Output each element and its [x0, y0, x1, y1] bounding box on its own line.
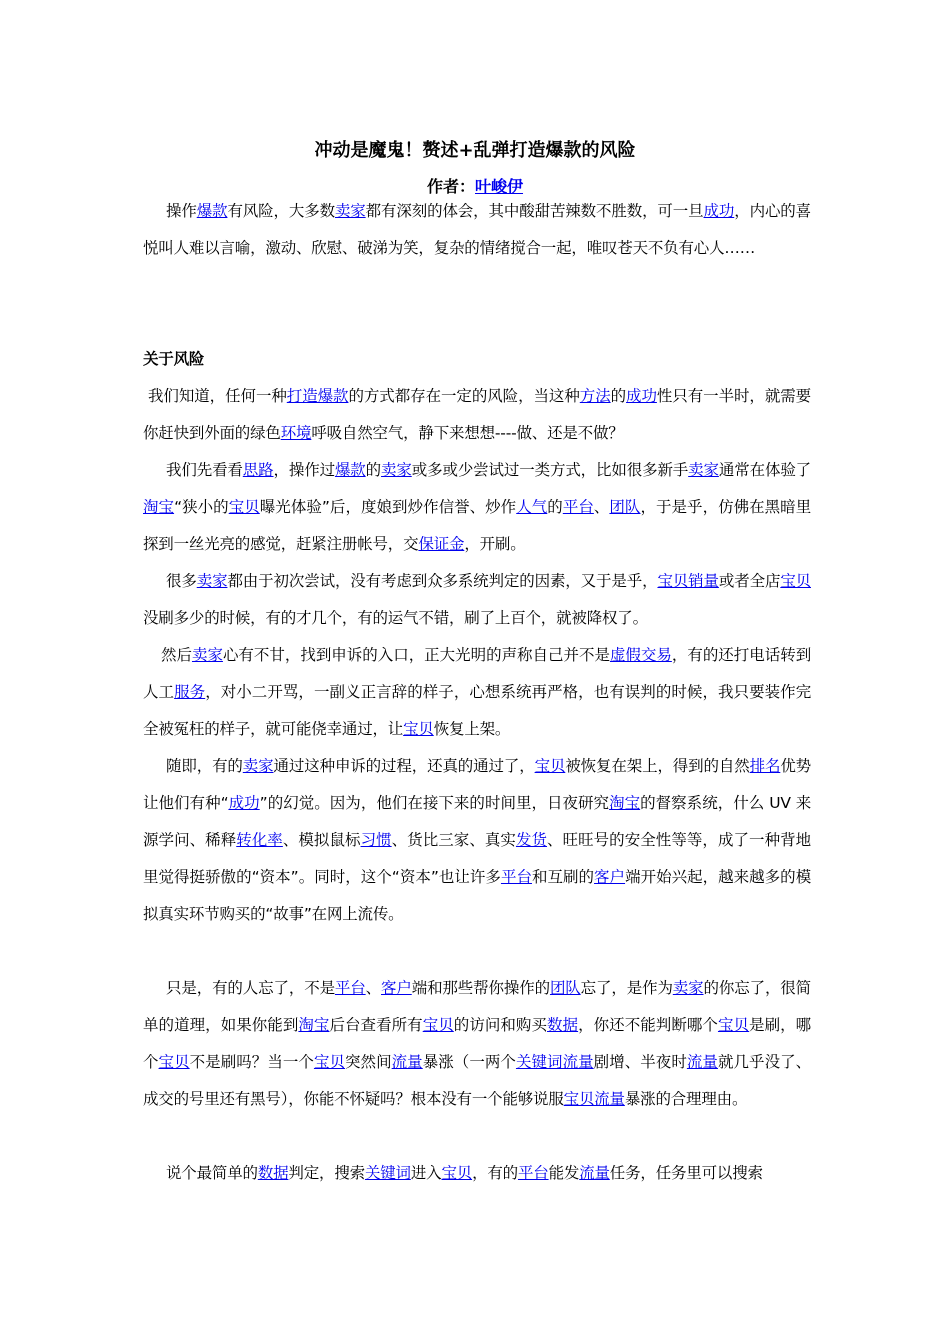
keyword-link[interactable]: 流量: [686, 1053, 718, 1071]
body-paragraph: [143, 563, 811, 637]
keyword-link[interactable]: 淘宝: [143, 498, 175, 516]
text-run: 通过这种申诉的过程，还真的通过了，: [273, 757, 535, 775]
text-run: 关于风险: [143, 350, 205, 368]
text-run: 都有深刻的体会，其中酸甜苦辣数不胜数，可一旦: [365, 202, 704, 220]
section-heading: [143, 341, 811, 378]
text-run: 的督察系统，什么 UV 来源学问、稀释: [143, 794, 811, 849]
text-run: 后台查看所有: [329, 1016, 423, 1034]
text-run: 能发: [548, 1164, 580, 1182]
keyword-link[interactable]: 平台: [334, 979, 366, 997]
keyword-link[interactable]: 环境: [280, 424, 312, 442]
text-run: ”的幻觉。因为，他们在接下来的时间里，日夜研究: [259, 794, 610, 812]
text-run: 的方式都存在一定的风险，当这种: [348, 387, 580, 405]
text-run: 和互刷的: [531, 868, 595, 886]
keyword-link[interactable]: 卖家: [191, 646, 223, 664]
keyword-link[interactable]: 成功: [703, 202, 735, 220]
keyword-link[interactable]: 习惯: [360, 831, 392, 849]
text-run: ，开刷。: [464, 535, 526, 553]
text-run: 端和那些帮你操作的: [411, 979, 550, 997]
keyword-link[interactable]: 宝贝: [780, 572, 811, 590]
keyword-link[interactable]: 卖家: [381, 461, 412, 479]
text-run: ，对小二开骂，一副义正言辞的样子，心想系统再严格，也有误判的时候，我只要装作完全被冤枉的样子，就可能侥幸通过，让: [143, 683, 812, 738]
keyword-link[interactable]: 服务: [174, 683, 206, 701]
keyword-link[interactable]: 宝贝: [313, 1053, 346, 1071]
text-run: 被恢复在架上，得到的自然: [565, 757, 750, 775]
text-run: 都由于初次尝试，没有考虑到众多系统判定的因素，又于是乎，: [227, 572, 658, 590]
text-run: 呼吸自然空气，静下来想想----做、还是不做？: [311, 424, 624, 442]
text-run: 不是刷吗？当一个: [189, 1053, 314, 1071]
keyword-link[interactable]: 排名: [749, 757, 781, 775]
keyword-link[interactable]: 淘宝: [609, 794, 641, 812]
keyword-link[interactable]: 爆款: [334, 461, 366, 479]
text-run: 暴涨的合理理由。: [624, 1090, 748, 1108]
keyword-link[interactable]: 宝贝: [441, 1164, 473, 1182]
keyword-link[interactable]: 关键词流量: [515, 1053, 594, 1071]
keyword-link[interactable]: 卖家: [196, 572, 228, 590]
body-paragraph: [143, 193, 811, 267]
paragraph-spacer: [143, 933, 811, 970]
keyword-link[interactable]: 思路: [242, 461, 274, 479]
text-run: 或者全店: [718, 572, 781, 590]
text-run: 、: [365, 979, 381, 997]
text-run: 是刷，哪个: [143, 1016, 811, 1071]
body-paragraph: [143, 378, 811, 452]
text-run: “狭小的: [174, 498, 229, 516]
text-run: 有风险，大多数: [227, 202, 335, 220]
keyword-link[interactable]: 宝贝销量: [657, 572, 719, 590]
text-run: 说个最简单的: [166, 1164, 258, 1182]
keyword-link[interactable]: 客户: [381, 979, 412, 997]
text-run: ，有的: [472, 1164, 518, 1182]
keyword-link[interactable]: 客户: [594, 868, 626, 886]
keyword-link[interactable]: 数据: [257, 1164, 289, 1182]
text-run: 任务，任务里可以搜索: [609, 1164, 763, 1182]
text-run: 忘了，是作为: [580, 979, 673, 997]
keyword-link[interactable]: 平台: [562, 498, 594, 516]
text-run: 没刷多少的时候，有的才几个，有的运气不错，刷了上百个，就被降权了。: [143, 609, 648, 627]
keyword-link[interactable]: 数据: [547, 1016, 579, 1034]
text-run: 的: [610, 387, 627, 405]
keyword-link[interactable]: 人气: [516, 498, 548, 516]
keyword-link[interactable]: 团队: [609, 498, 641, 516]
text-run: 优势让他们有种“: [143, 757, 811, 812]
keyword-link[interactable]: 宝贝: [717, 1016, 750, 1034]
text-run: 、: [593, 498, 610, 516]
author-link[interactable]: 叶峻伊: [475, 177, 524, 196]
text-run: 的你忘了，很简单的道理，如果你能到: [143, 979, 811, 1034]
keyword-link[interactable]: 打造爆款: [286, 387, 349, 405]
text-run: 、旺旺号的安全性等等，成了一种背地里觉得挺骄傲的“资本”。同时，这个“资本”也让许多: [143, 831, 811, 886]
keyword-link[interactable]: 宝贝: [534, 757, 566, 775]
body-paragraph: [143, 452, 811, 563]
keyword-link[interactable]: 宝贝流量: [563, 1090, 625, 1108]
keyword-link[interactable]: 成功: [626, 387, 657, 405]
paragraph-spacer: [143, 267, 811, 304]
text-run: 然后: [161, 646, 192, 664]
keyword-link[interactable]: 卖家: [688, 461, 719, 479]
text-run: 的访问和购买: [453, 1016, 548, 1034]
text-run: ，于是乎，仿佛在黑暗里探到一丝光亮的感觉，赶紧注册帐号，交: [143, 498, 812, 553]
keyword-link[interactable]: 关键词: [364, 1164, 411, 1182]
keyword-link[interactable]: 流量: [579, 1164, 610, 1182]
keyword-link[interactable]: 平台: [517, 1164, 549, 1182]
text-run: 随即，有的: [166, 757, 243, 775]
body-paragraph: [143, 970, 811, 1118]
keyword-link[interactable]: 虚假交易: [609, 646, 672, 664]
keyword-link[interactable]: 宝贝: [228, 498, 260, 516]
text-run: 进入: [410, 1164, 442, 1182]
keyword-link[interactable]: 平台: [500, 868, 532, 886]
article-body: [143, 193, 811, 1192]
text-run: 我们知道，任何一种: [148, 387, 287, 405]
keyword-link[interactable]: 宝贝: [422, 1016, 454, 1034]
text-run: 暴涨（一两个: [422, 1053, 516, 1071]
text-run: ，有的还打电话转到人工: [143, 646, 811, 701]
keyword-link[interactable]: 卖家: [672, 979, 704, 997]
keyword-link[interactable]: 转化率: [236, 831, 283, 849]
author-label: 作者：: [426, 177, 475, 196]
text-run: 我们先看看: [166, 461, 243, 479]
text-run: 的: [365, 461, 382, 479]
keyword-link[interactable]: 卖家: [242, 757, 274, 775]
text-run: 曝光体验”后，度娘到炒作信誉、炒作: [259, 498, 517, 516]
text-run: 判定，搜索: [288, 1164, 365, 1182]
keyword-link[interactable]: 宝贝: [403, 720, 434, 738]
text-run: ，内心的喜悦叫人难以言喻，激动、欣慰、破涕为笑，复杂的情绪搅合一起，唯叹苍天不负有心人……: [143, 202, 811, 257]
keyword-link[interactable]: 卖家: [334, 202, 366, 220]
keyword-link[interactable]: 宝贝: [158, 1053, 190, 1071]
paragraph-spacer: [143, 1118, 811, 1155]
body-paragraph: [143, 637, 811, 748]
text-run: ，操作过: [273, 461, 335, 479]
keyword-link[interactable]: 成功: [228, 794, 260, 812]
keyword-link[interactable]: 方法: [579, 387, 611, 405]
text-run: 操作: [166, 202, 197, 220]
article-title: 冲动是魔鬼！赘述+乱弹打造爆款的风险: [314, 140, 636, 161]
text-run: 、货比三家、真实: [391, 831, 516, 849]
keyword-link[interactable]: 保证金: [418, 535, 465, 553]
text-run: 剧增、半夜时: [593, 1053, 687, 1071]
text-run: 只是，有的人忘了，不是: [166, 979, 335, 997]
keyword-link[interactable]: 淘宝: [298, 1016, 330, 1034]
text-run: 性只有一半时，就需要你赶快到外面的绿色: [143, 387, 811, 442]
text-run: 、模拟鼠标: [282, 831, 361, 849]
body-paragraph: [143, 1155, 811, 1192]
text-run: 很多: [166, 572, 197, 590]
keyword-link[interactable]: 发货: [515, 831, 548, 849]
text-run: 通常在体验了: [718, 461, 811, 479]
text-run: 或多或少尝试过一类方式，比如很多新手: [411, 461, 689, 479]
text-run: ，你还不能判断哪个: [578, 1016, 718, 1034]
keyword-link[interactable]: 流量: [391, 1053, 423, 1071]
text-run: 就几乎没了、成交的号里还有黑号），你能不怀疑吗？根本没有一个能够说服: [143, 1053, 811, 1108]
text-run: 的: [547, 498, 563, 516]
body-paragraph: [143, 748, 811, 933]
text-run: 端开始兴起，越来越多的模拟真实环节购买的“故事”在网上流传。: [143, 868, 811, 923]
keyword-link[interactable]: 爆款: [196, 202, 228, 220]
keyword-link[interactable]: 团队: [549, 979, 581, 997]
text-run: 心有不甘，找到申诉的入口，正大光明的声称自己并不是: [222, 646, 610, 664]
text-run: 恢复上架。: [433, 720, 511, 738]
text-run: 突然间: [345, 1053, 392, 1071]
